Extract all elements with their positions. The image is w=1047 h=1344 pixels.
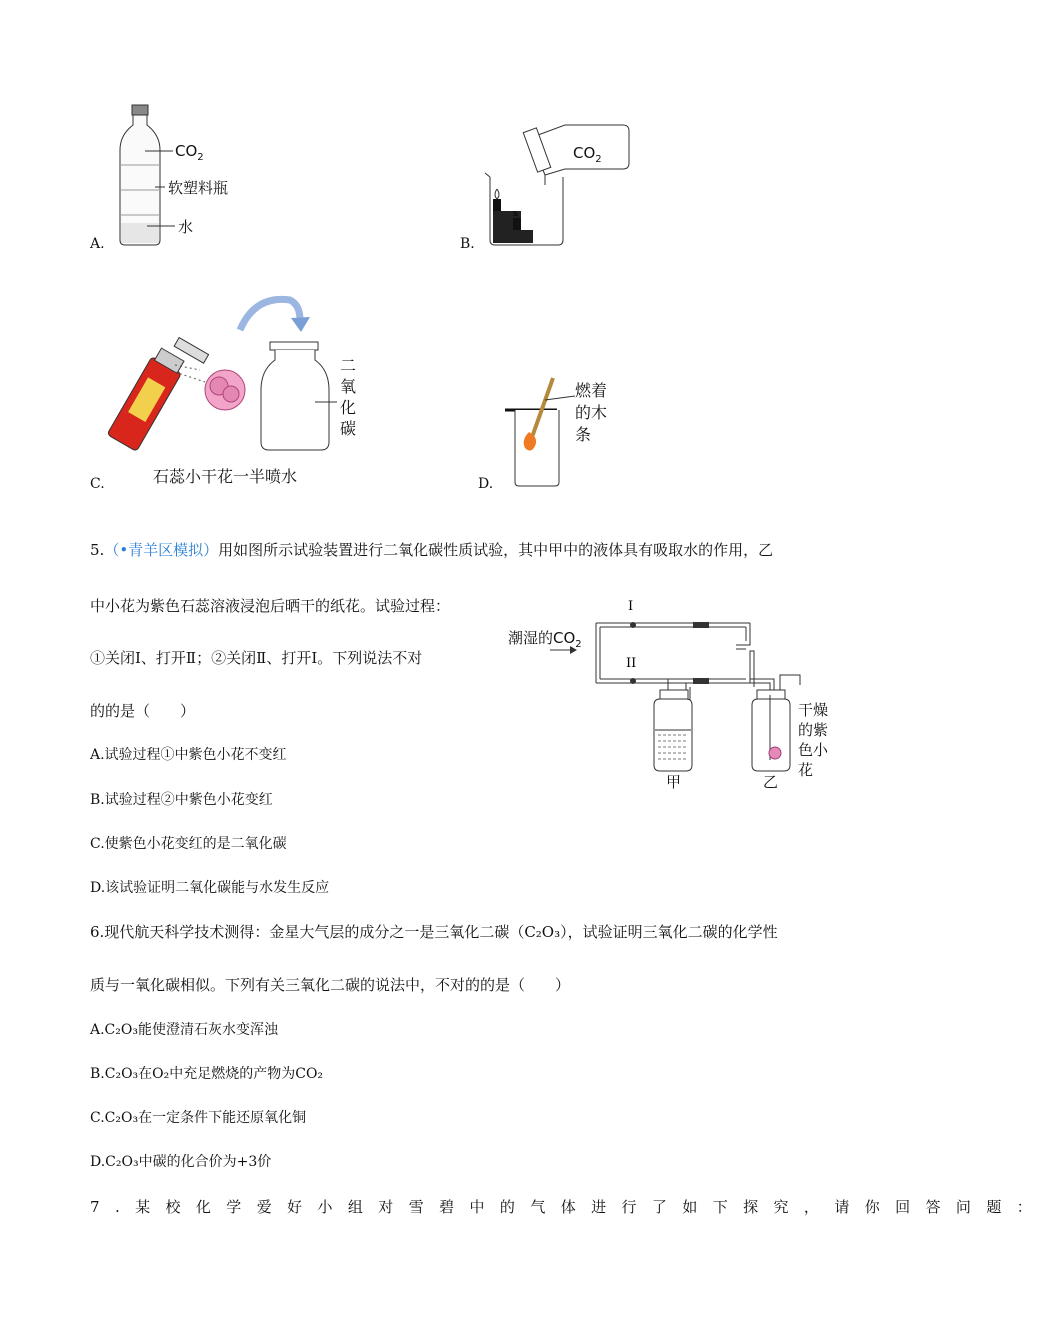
burning-stick-illustration (495, 370, 585, 490)
dry-flower-label: 干燥 的紫 色小 花 (798, 701, 829, 779)
apparatus-svg (500, 595, 840, 790)
q6-option-d: D.C₂O₃中碳的化合价为+3价 (90, 1154, 272, 1170)
q5-line3: ①关闭Ⅰ、打开Ⅱ；②关闭Ⅱ、打开Ⅰ。下列说法不对 (90, 649, 423, 667)
q6-option-a: A.C₂O₃能使澄清石灰水变浑浊 (90, 1022, 278, 1038)
figure-c-letter: C. (90, 476, 105, 492)
figure-a-letter: A. (90, 236, 105, 252)
q5-line1: 5.（•青羊区模拟）用如图所示试验装置进行二氧化碳性质试验，其中甲中的液体具有吸取水的作用，乙 (90, 541, 774, 559)
valve-1-label: I (628, 599, 634, 614)
svg-text:CO2: $CO_2$ (573, 144, 602, 165)
bottle-label: 软塑料瓶 (168, 179, 229, 197)
q5-line4: 的的是（ ） (90, 702, 196, 720)
svg-text:CO2: $CO_2$ (175, 142, 204, 163)
co2-label-a: CO (175, 142, 198, 160)
q5-option-a: A.试验过程①中紫色小花不变红 (90, 747, 287, 763)
figure-c (115, 290, 375, 490)
figure-d-letter: D. (478, 476, 494, 492)
q5-option-c: C.使紫色小花变红的是二氧化碳 (90, 836, 287, 852)
q6-option-b: B.C₂O₃在O₂中充足燃烧的产物为CO₂ (90, 1066, 324, 1082)
q5-option-d: D.该试验证明二氧化碳能与水发生反应 (90, 880, 330, 896)
figure-d (495, 370, 645, 490)
figure-a (85, 95, 355, 255)
spray-flower-jar-illustration (115, 290, 375, 455)
q5-option-b: B.试验过程②中紫色小花变红 (90, 792, 273, 808)
svg-text:s: s (513, 209, 518, 219)
co2-jar-label: 二 氧 化 碳 (340, 356, 357, 438)
q5-apparatus-diagram (500, 595, 840, 790)
svg-text:潮湿的CO2: 潮湿的$CO_2$ (508, 629, 582, 650)
beaker-candles-illustration (485, 115, 645, 255)
water-label: 水 (178, 218, 194, 236)
q6-option-c: C.C₂O₃在一定条件下能还原氧化铜 (90, 1110, 307, 1126)
figure-b (485, 115, 645, 255)
plastic-bottle-illustration (85, 95, 355, 255)
q5-line2: 中小花为紫色石蕊溶液浸泡后晒干的纸花。试验过程： (90, 597, 451, 615)
q6-line1: 6.现代航天科学技术测得：金星大气层的成分之一是三氧化二碳（C₂O₃），试验证明三氧化二碳的化学性 (90, 923, 778, 941)
figure-b-letter: B. (460, 236, 475, 252)
bottle-yi-label: 乙 (763, 773, 779, 791)
q6-line2: 质与一氧化碳相似。下列有关三氧化二碳的说法中，不对的的是（ ） (90, 976, 571, 994)
co2-label-b: CO (573, 144, 596, 162)
q7-line1: 7.某校化学爱好小组对雪碧中的气体进行了如下探究，请你回答问题： (90, 1198, 1047, 1216)
bottle-jia-label: 甲 (666, 773, 682, 791)
valve-2-label: II (626, 656, 637, 671)
q5-source: （•青羊区模拟） (104, 541, 219, 559)
stick-label: 燃着 的木 条 (575, 381, 608, 444)
figure-c-caption: 石蕊小干花一半喷水 (153, 467, 298, 486)
inlet-label: 潮湿的CO (508, 629, 576, 647)
